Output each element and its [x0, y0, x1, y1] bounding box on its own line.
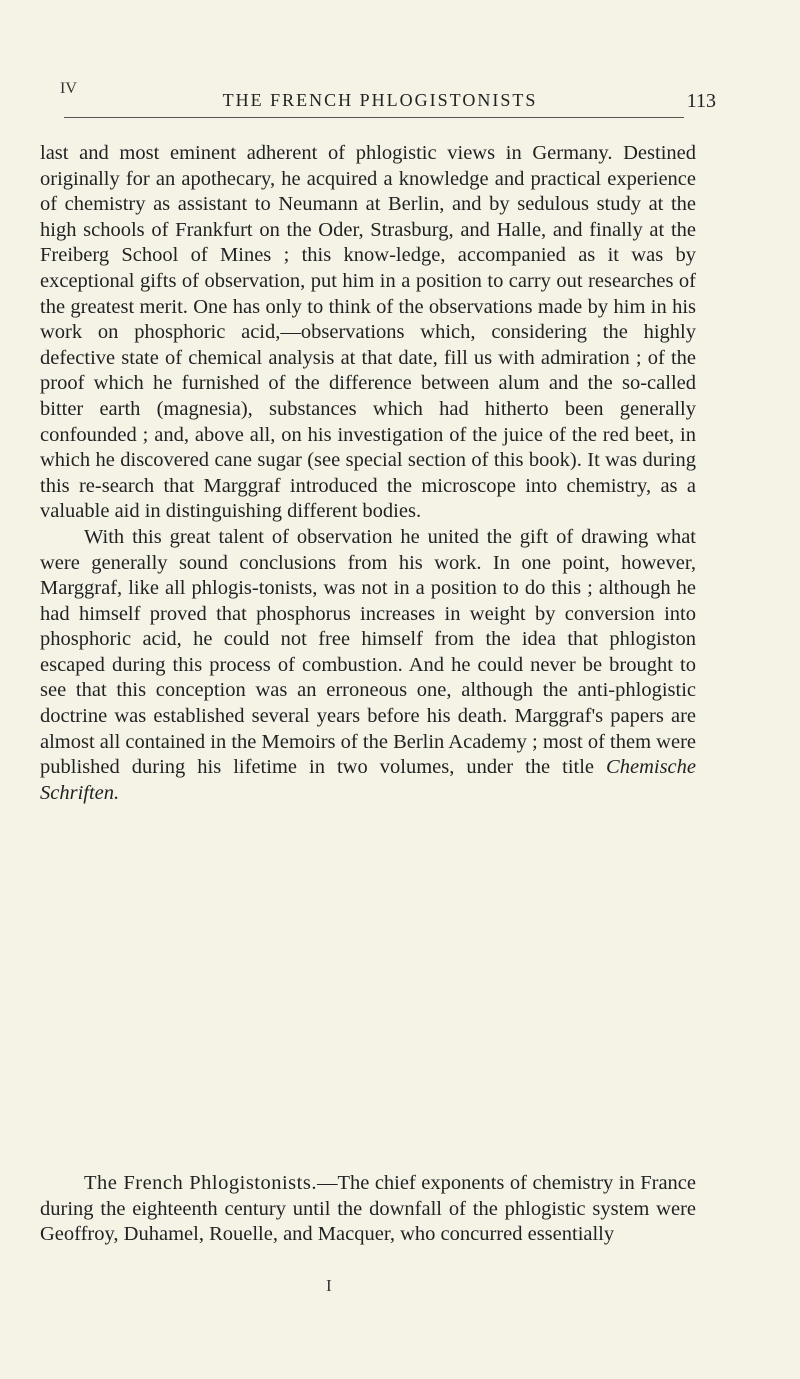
running-title: THE FRENCH PHLOGISTONISTS [222, 90, 538, 110]
section-heading: The French Phlogistonists. [84, 1172, 317, 1194]
header-rule [64, 117, 684, 118]
paragraph-2 [40, 525, 696, 807]
paragraph-3-text: —The chief exponents of chemistry in France during the eighteenth century until the downfall of the phlogistic system were Geoffroy, Duhamel, Rouelle, and Macquer, who concurred essentially [40, 1172, 696, 1246]
chapter-number: IV [60, 80, 77, 97]
body-text [40, 141, 696, 806]
page-header [60, 80, 716, 112]
section-french-phlogistonists [40, 1171, 696, 1248]
page-number: 113 [686, 90, 716, 112]
paragraph-3 [40, 1171, 696, 1248]
paragraph-2-text: With this great talent of observation he united the gift of drawing what were generally sound conclusions from his work. In one point, however, Marggraf, like all phlogis-tonists, was not in a position to do this ; although he had himself proved that phosphorus increases in weight by conversion into phosphoric acid, he could not free himself from the idea that phlogiston escaped during this process of combustion. And he could never be brought to see that this conception was an erroneous one, although the anti-phlogistic doctrine was established several years before his death. Marggraf's papers are almost all contained in the Memoirs of the Berlin Academy ; most of them were published during his lifetime in two volumes, under the title [40, 525, 696, 779]
signature-mark: I [326, 1276, 332, 1295]
book-title-italic: Chemische Schriften. [40, 756, 696, 804]
paragraph-1: last and most eminent adherent of phlogistic views in Germany. Destined originally for an apothecary, he acquired a knowledge and practical experience of chemistry as assistant to Neumann at Berlin, and by sedulous study at the high schools of Frankfurt on the Oder, Strasburg, and Halle, and finally at the Freiberg School of Mines ; this know-ledge, accompanied as it was by exceptional gifts of observation, put him in a position to carry out researches of the greatest merit. One has only to think of the observations made by him in his work on phosphoric acid,—observations which, considering the highly defective state of chemical analysis at that date, fill us with admiration ; of the proof which he furnished of the difference between alum and the so-called bitter earth (magnesia), substances which had hitherto been generally confounded ; and, above all, on his investigation of the juice of the red beet, in which he discovered cane sugar (see special section of this book). It was during this re-search that Marggraf introduced the microscope into chemistry, as a valuable aid in distinguishing different bodies. [40, 142, 696, 523]
